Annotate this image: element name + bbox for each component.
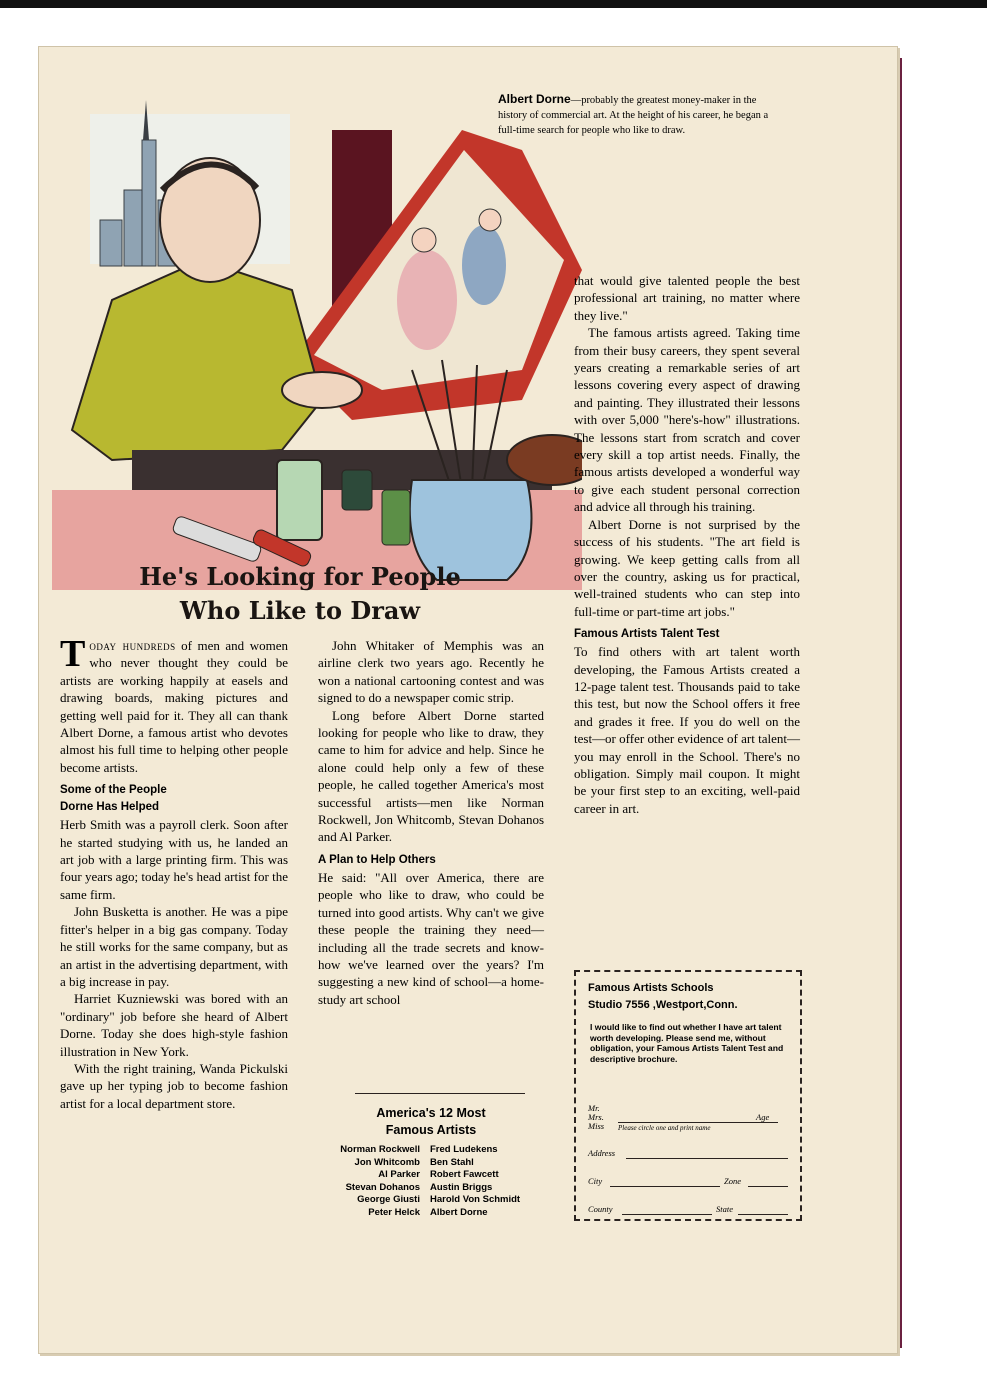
coupon-body: I would like to find out whether I have art talent worth developing. Please send me, without obligation, your Famous Artists Talent Test and descriptive brochure.: [590, 1022, 784, 1064]
address-line[interactable]: [626, 1158, 788, 1159]
paragraph-he-said: He said: "All over America, there are people who like to draw, who could be turned into good artists. Why can't we give these people the training they need—including all the trade secrets and know-how we've learned over the years? I'm suggesting a new kind of school—a home-study art school: [318, 869, 544, 1007]
zone-line[interactable]: [748, 1186, 788, 1187]
artists-title-line2: Famous Artists: [385, 1123, 477, 1137]
paragraph-long-before: Long before Albert Dorne started looking for people who like to draw, they came to him for advice and help. Since he alone could help only a few of these people, he called together America's most successful artists—men like Norman Rockwell, Jon Whitcomb, Stevan Dohanos and Al Parker.: [318, 707, 544, 845]
artists-box-title: [318, 1105, 544, 1139]
artist-name: Robert Fawcett: [430, 1169, 499, 1181]
artist-name: Norman Rockwell: [340, 1144, 420, 1155]
artist-name: Ben Stahl: [430, 1156, 474, 1168]
subheading-talent-test: Famous Artists Talent Test: [574, 628, 720, 641]
paragraph-artists-agreed: The famous artists agreed. Taking time from their busy careers, they spent several years creating a remarkable series of art lessons covering every aspect of drawing and painting. They illustrated their lessons with over 5,000 "here's-how" illustrations. The lessons start from scratch and cover every skill a top artist needs. Finally, the famous artists developed a wonderful way to give each student personal correction and advice all through his training.: [574, 325, 800, 515]
paragraph-not-surprised: Albert Dorne is not surprised by the success of his students. "The art field is growing. We keep getting calls from all over the country, asking us for practical, well-trained students who can step into full-time or part-time art jobs.": [574, 516, 800, 619]
paragraph-harriet: Harriet Kuzniewski was bored with an "ordinary" job before she heard of Albert Dorne. Today she does high-style fashion illustration in New York.: [60, 991, 288, 1059]
county-label: County: [588, 1204, 613, 1214]
artist-name: Austin Briggs: [430, 1181, 493, 1193]
address-label: Address: [588, 1148, 616, 1158]
intro-text: of men and women who never thought they could be artists are working happily at easels and drawing boards, making pictures and getting well paid for it. They all can thank Albert Dorne, a famous artist who devotes almost his full time to helping other people become artists.: [60, 638, 288, 775]
artist-name: Albert Dorne: [430, 1207, 488, 1218]
paragraph-continued: that would give talented people the best professional art training, no matter where they live.": [574, 273, 800, 323]
caption-name: Albert Dorne: [498, 92, 571, 106]
paragraph-john-busketta: John Busketta is another. He was a pipe fitter's helper in a big gas company. Today he still works for the same company, but as an artist in the advertising department, with a big increase in pay.: [60, 904, 288, 989]
article-column-3: [574, 272, 800, 817]
article-column-1: [60, 633, 288, 1112]
name-hint: Please circle one and print name: [618, 1124, 711, 1132]
subheading-people-helped: [60, 782, 288, 816]
drop-cap: T: [60, 633, 86, 675]
intro-smallcaps: oday hundreds: [89, 638, 176, 653]
county-line[interactable]: [622, 1214, 712, 1215]
artist-name: Harold Von Schmidt: [430, 1194, 521, 1206]
artist-name: George Giusti: [357, 1194, 420, 1206]
artist-name: Peter Helck: [368, 1207, 420, 1218]
coupon-school: Famous Artists Schools: [588, 982, 714, 994]
paragraph-wanda: With the right training, Wanda Pickulski gave up her typing job to become fashion artist for a local department store.: [60, 1060, 288, 1111]
mail-coupon[interactable]: [574, 970, 802, 1221]
subheading-line1: Some of the People: [60, 784, 167, 797]
artists-title-line1: America's 12 Most: [376, 1106, 486, 1120]
albert-dorne-illustration: [52, 70, 582, 590]
state-label: State: [716, 1204, 733, 1214]
name-line[interactable]: [618, 1122, 778, 1123]
artist-name: Stevan Dohanos: [345, 1181, 420, 1193]
subheading-plan: A Plan to Help Others: [318, 853, 436, 866]
zone-label: Zone: [724, 1176, 741, 1186]
subheading-line2: Dorne Has Helped: [60, 801, 160, 814]
paragraph-talent-test: To find others with art talent worth developing, the Famous Artists created a 12-page talent test. Thousands paid to take this test, but now the School offers it free and grades it free. If you do well on the test—or offer other evidence of art talent—you may enroll in the School. There's no obligation. Simply mail coupon. It might be your first step to an exciting, well-paid career in art.: [574, 644, 800, 816]
age-label: Age: [756, 1112, 770, 1122]
article-column-2: [318, 637, 544, 1008]
paragraph-john-whitaker: John Whitaker of Memphis was an airline clerk two years ago. Recently he won a national cartooning contest and was signed to do a newspaper comic strip.: [318, 638, 544, 706]
headline-line2: Who Like to Draw: [179, 596, 421, 625]
illustration-caption: [498, 92, 778, 138]
headline-line1: He's Looking for People: [139, 562, 461, 591]
divider-rule: [355, 1093, 525, 1094]
state-line[interactable]: [738, 1214, 788, 1215]
intro-paragraph: [60, 633, 288, 776]
artist-name: Al Parker: [378, 1169, 420, 1181]
artist-name: Fred Ludekens: [430, 1144, 498, 1155]
coupon-heading: [588, 980, 738, 1014]
title-options[interactable]: Mr. Mrs. Miss: [588, 1103, 605, 1131]
city-line[interactable]: [610, 1186, 720, 1187]
caption-text: —probably the greatest money-maker in the history of commercial art. At the height of his career, he began a full-time search for people who like to draw.: [498, 95, 769, 136]
top-border: [0, 0, 987, 8]
city-label: City: [588, 1176, 603, 1186]
artist-name: Jon Whitcomb: [354, 1156, 420, 1168]
headline: [120, 560, 480, 628]
coupon-studio: Studio 7556 ,Westport,Conn.: [588, 999, 738, 1011]
paragraph-herb-smith: Herb Smith was a payroll clerk. Soon after he started studying with us, he landed an art job with a large printing firm. This was four years ago; today he's head artist for the same firm.: [60, 817, 288, 902]
